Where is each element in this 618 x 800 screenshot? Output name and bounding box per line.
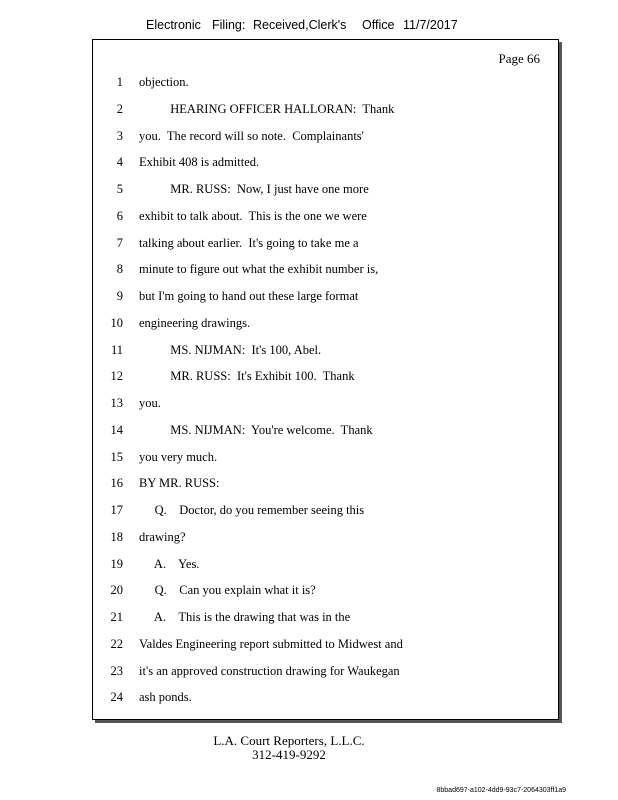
line-number: 11 <box>110 342 123 357</box>
transcript-line <box>93 102 558 122</box>
transcript-line <box>93 450 558 470</box>
header-office: Office <box>362 18 395 32</box>
transcript-line <box>93 610 558 630</box>
line-number: 13 <box>110 396 123 410</box>
line-text: A. Yes. <box>139 556 200 571</box>
line-number: 19 <box>110 556 123 571</box>
transcript-line <box>93 369 558 389</box>
line-text: Q. Doctor, do you remember seeing this <box>139 503 365 517</box>
footer-company: L.A. Court Reporters, L.L.C. <box>213 733 365 748</box>
line-number: 2 <box>116 101 123 116</box>
line-number: 4 <box>116 155 123 170</box>
transcript-line <box>93 182 558 202</box>
line-number: 7 <box>116 235 123 250</box>
transcript-line <box>93 637 558 657</box>
transcript-line <box>93 664 558 684</box>
transcript-line <box>93 316 558 336</box>
line-text: it's an approved construction drawing for Waukegan <box>139 663 400 678</box>
transcript-page <box>92 39 559 720</box>
document-id: 8bbad697-a102-4dd9-93c7-2064303ff1a9 <box>436 787 566 794</box>
line-text: MR. RUSS: It's Exhibit 100. Thank <box>139 369 355 384</box>
transcript-line <box>93 503 558 523</box>
line-number: 16 <box>110 476 123 491</box>
header-filing: Filing: <box>212 18 246 32</box>
transcript-line <box>93 557 558 577</box>
line-text: engineering drawings. <box>139 315 251 330</box>
footer-phone: 312-419-9292 <box>252 747 326 762</box>
transcript-line <box>93 583 558 603</box>
header-received: Received,Clerk's <box>253 18 347 32</box>
line-number: 15 <box>110 449 123 464</box>
transcript-line <box>93 343 558 363</box>
line-text: objection. <box>139 75 189 89</box>
line-number: 23 <box>110 663 123 678</box>
line-text: BY MR. RUSS: <box>139 476 220 491</box>
line-number: 9 <box>116 289 123 303</box>
line-text: you very much. <box>139 449 218 464</box>
line-number: 5 <box>116 182 123 196</box>
line-number: 24 <box>110 690 123 705</box>
line-text: HEARING OFFICER HALLORAN: Thank <box>139 101 395 116</box>
line-text: talking about earlier. It's going to take me a <box>139 235 359 250</box>
line-text: ash ponds. <box>139 690 192 705</box>
page-number: Page 66 <box>498 51 540 66</box>
line-text: minute to figure out what the exhibit number is, <box>139 262 379 277</box>
line-number: 20 <box>110 583 123 598</box>
line-text: Exhibit 408 is admitted. <box>139 155 260 170</box>
transcript-line <box>93 690 558 710</box>
header-electronic: Electronic <box>146 18 201 32</box>
line-number: 1 <box>116 75 123 89</box>
line-number: 18 <box>110 529 123 544</box>
filing-header <box>0 18 618 36</box>
line-number: 6 <box>116 208 123 223</box>
transcript-line <box>93 209 558 229</box>
transcript-line <box>93 476 558 496</box>
line-text: Q. Can you explain what it is? <box>139 583 316 598</box>
line-number: 14 <box>110 422 123 437</box>
transcript-line <box>93 129 558 149</box>
transcript-line <box>93 396 558 416</box>
transcript-line <box>93 236 558 256</box>
transcript-line <box>93 75 558 95</box>
line-text: A. This is the drawing that was in the <box>139 610 351 624</box>
line-number: 22 <box>110 636 123 651</box>
line-text: you. <box>139 396 161 410</box>
line-text: MR. RUSS: Now, I just have one more <box>139 182 369 196</box>
transcript-line <box>93 155 558 175</box>
line-text: you. The record will so note. Complainants' <box>139 128 364 143</box>
line-text: MS. NIJMAN: You're welcome. Thank <box>139 422 373 437</box>
line-number: 12 <box>110 369 123 384</box>
transcript-line <box>93 423 558 443</box>
line-text: Valdes Engineering report submitted to Midwest and <box>139 636 403 651</box>
line-number: 17 <box>110 503 123 517</box>
line-number: 21 <box>110 610 123 624</box>
line-number: 3 <box>116 128 123 143</box>
line-text: drawing? <box>139 529 186 544</box>
line-text: MS. NIJMAN: It's 100, Abel. <box>139 342 322 357</box>
line-text: but I'm going to hand out these large format <box>139 289 359 303</box>
header-date: 11/7/2017 <box>403 18 458 32</box>
line-number: 10 <box>110 315 123 330</box>
transcript-line <box>93 289 558 309</box>
line-number: 8 <box>116 262 123 277</box>
transcript-line <box>93 530 558 550</box>
line-text: exhibit to talk about. This is the one we were <box>139 208 367 223</box>
transcript-line <box>93 262 558 282</box>
